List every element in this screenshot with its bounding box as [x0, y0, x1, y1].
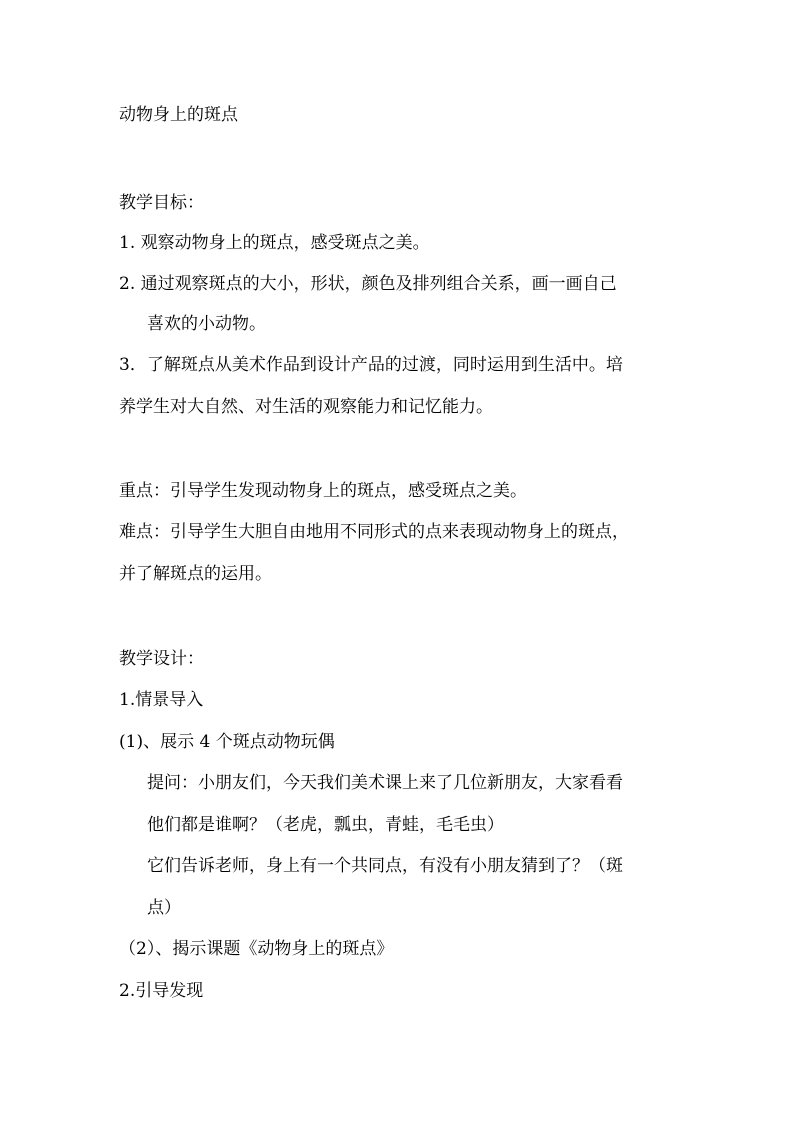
objective-line: 2. 通过观察斑点的大小，形状，颜色及排列组合关系，画一画自己	[119, 274, 617, 294]
step-line: 点）	[147, 898, 181, 918]
objective-line: 养学生对大自然、对生活的观察能力和记忆能力。	[119, 397, 493, 417]
step-title: （2）、揭示课题《动物身上的斑点》	[119, 939, 394, 959]
step-line: 它们告诉老师，身上有一个共同点，有没有小朋友猜到了？（斑	[147, 856, 623, 876]
key-point: 重点：引导学生发现动物身上的斑点，感受斑点之美。	[119, 481, 527, 501]
step-line: 提问：小朋友们，今天我们美术课上来了几位新朋友，大家看看	[147, 773, 623, 793]
design-heading: 教学设计：	[119, 649, 204, 669]
objective-line: 喜欢的小动物。	[147, 314, 266, 334]
document-title: 动物身上的斑点	[119, 105, 238, 125]
section-title: 2.引导发现	[119, 981, 204, 1001]
step-title: (1)、展示 4 个斑点动物玩偶	[119, 732, 335, 752]
section-title: 1.情景导入	[119, 690, 204, 710]
objective-line: 1. 观察动物身上的斑点，感受斑点之美。	[119, 233, 430, 253]
objective-line: 3．了解斑点从美术作品到设计产品的过渡，同时运用到生活中。培	[119, 355, 623, 375]
objectives-heading: 教学目标：	[119, 193, 204, 213]
difficult-point-line: 并了解斑点的运用。	[119, 564, 272, 584]
difficult-point-line: 难点：引导学生大胆自由地用不同形式的点来表现动物身上的斑点，	[119, 522, 629, 542]
step-line: 他们都是谁啊？（老虎，瓢虫，青蛙，毛毛虫）	[147, 815, 504, 835]
